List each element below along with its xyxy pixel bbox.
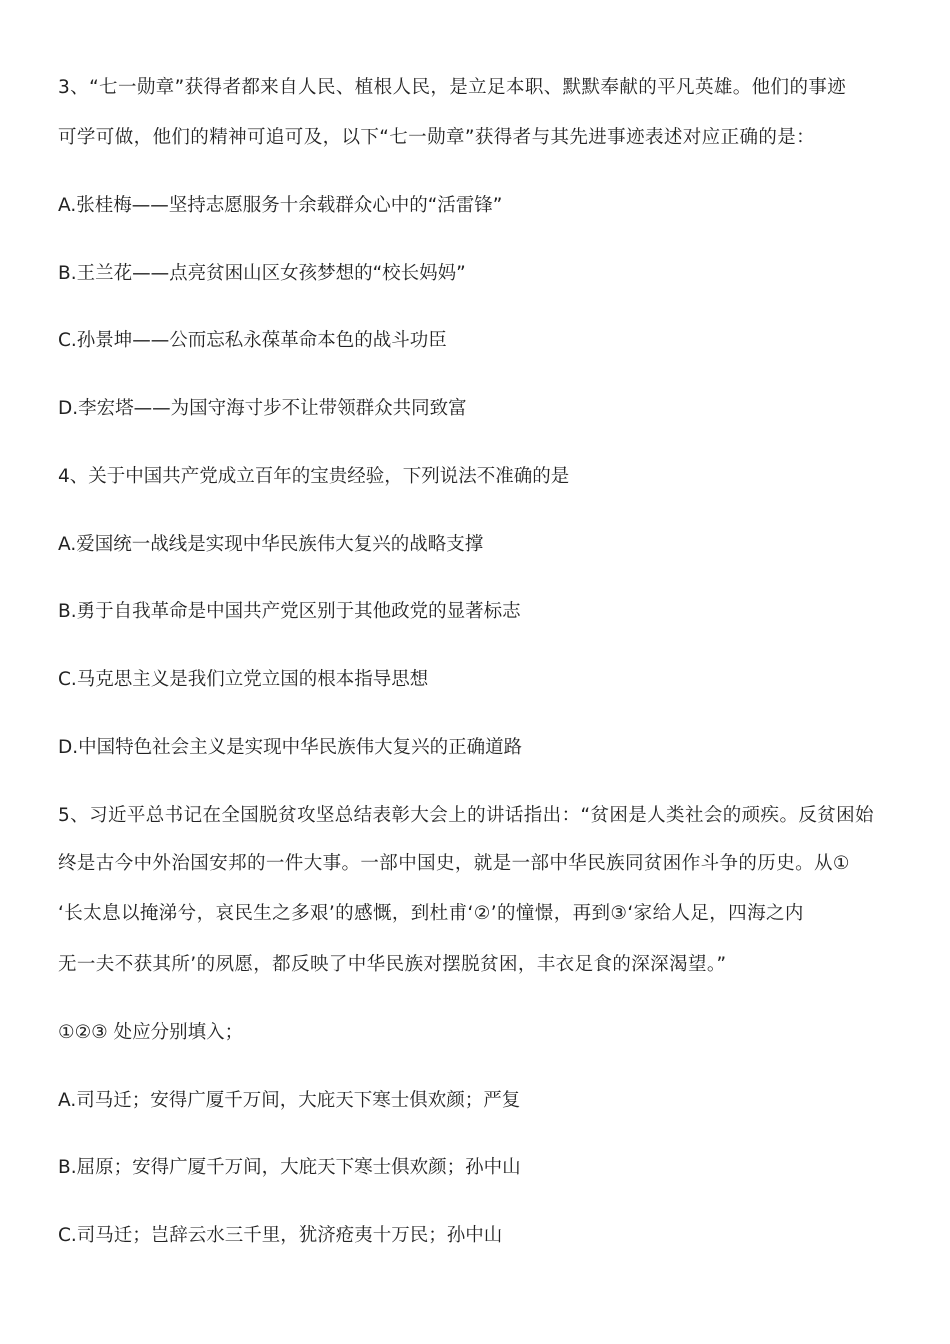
question-4-option-a: A.爱国统一战线是实现中华民族伟大复兴的战略支撑 [58,534,484,555]
question-4-option-b: B.勇于自我革命是中国共产党区别于其他政党的显著标志 [58,601,521,622]
question-3-option-d: D.李宏塔——为国守海寸步不让带领群众共同致富 [58,398,467,419]
question-3-option-b: B.王兰花——点亮贫困山区女孩梦想的“校长妈妈” [58,263,466,284]
question-3-stem-line-1: 3、“七一勋章”获得者都来自人民、植根人民，是立足本职、默默奉献的平凡英雄。他们的事迹 [58,77,847,98]
question-5-stem-line-1: 5、习近平总书记在全国脱贫攻坚总结表彰大会上的讲话指出：“贫困是人类社会的顽疾。反贫困始 [58,805,874,826]
question-5-stem-line-3: ‘长太息以掩涕兮，哀民生之多艰’的感慨，到杜甫‘②’的憧憬，再到③‘家给人足，四海之内 [58,903,804,924]
question-3-option-a: A.张桂梅——坚持志愿服务十余载群众心中的“活雷锋” [58,195,503,216]
question-5-stem-line-2: 终是古今中外治国安邦的一件大事。一部中国史，就是一部中华民族同贫困作斗争的历史。从① [58,853,850,874]
question-5-prompt: ①②③ 处应分别填入； [58,1022,244,1043]
question-5-option-a: A.司马迁；安得广厦千万间，大庇天下寒士俱欢颜；严复 [58,1090,521,1111]
question-5-option-b: B.屈原；安得广厦千万间，大庇天下寒士俱欢颜；孙中山 [58,1157,521,1178]
question-3-option-c: C.孙景坤——公而忘私永葆革命本色的战斗功臣 [58,330,447,351]
question-3-stem-line-2: 可学可做，他们的精神可追可及，以下“七一勋章”获得者与其先进事迹表述对应正确的是： [58,127,816,148]
question-4-option-d: D.中国特色社会主义是实现中华民族伟大复兴的正确道路 [58,737,523,758]
question-5-option-c: C.司马迁；岂辞云水三千里，犹济疮夷十万民；孙中山 [58,1225,503,1246]
question-4-stem: 4、关于中国共产党成立百年的宝贵经验，下列说法不准确的是 [58,466,570,487]
question-5-stem-line-4: 无一夫不获其所’的夙愿，都反映了中华民族对摆脱贫困，丰衣足食的深深渴望。” [58,954,727,975]
question-4-option-c: C.马克思主义是我们立党立国的根本指导思想 [58,669,429,690]
